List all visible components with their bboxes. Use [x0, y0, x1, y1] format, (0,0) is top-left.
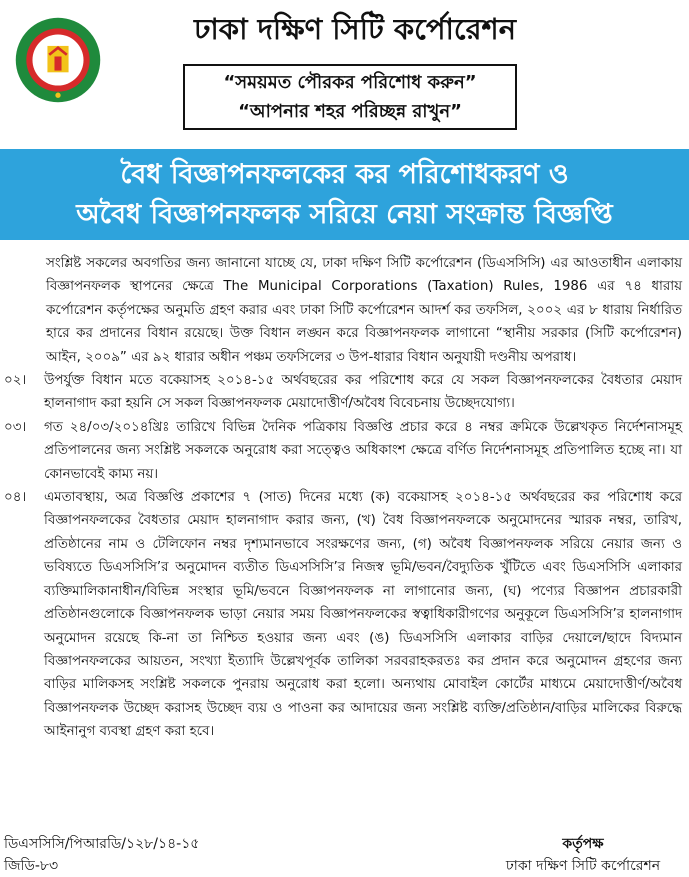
notice-body	[4, 252, 682, 744]
notice-title-line-1: বৈধ বিজ্ঞাপনফলকের কর পরিশোধকরণ ও	[120, 159, 569, 190]
item-text: উপর্যুক্ত বিধান মতে বকেয়াসহ ২০১৪-১৫ অর্থবছরের কর পরিশোধ করে যে সকল বিজ্ঞাপনফলকের বৈধতার মেয়াদ হালনাগাদ করা হয়নি সে সকল বিজ্ঞাপনফলক মেয়াদোত্তীর্ণ/অবৈধ বিবেচনায় উচ্ছেদযোগ্য।	[44, 373, 682, 412]
list-item	[4, 416, 682, 486]
item-number: ০৪।	[4, 490, 27, 506]
item-number: ০২।	[4, 373, 27, 389]
slogan-pay-tax: “সময়মত পৌরকর পরিশোধ করুন”	[223, 72, 477, 93]
list-item	[4, 369, 682, 416]
list-item	[4, 486, 682, 743]
item-number: ০৩।	[4, 419, 27, 435]
gd-number: জিডি-৮৩	[4, 858, 59, 874]
item-text: এমতাবস্থায়, অত্র বিজ্ঞপ্তি প্রকাশের ৭ (সাত) দিনের মধ্যে (ক) বকেয়াসহ ২০১৪-১৫ অর্থবছরের কর পরিশোধ করে বিজ্ঞাপনফলকের বৈধতার মেয়াদ হালনাগাদ করার জন্য, (খ) বৈধ বিজ্ঞাপনফলকে অনুমোদনের স্মারক নম্বর, তারিখ, প্রতিষ্ঠানের নাম ও টেলিফোন নম্বর দৃশ্যমানভাবে সংরক্ষণের জন্য, (গ) অবৈধ বিজ্ঞাপনফলক সরিয়ে নেয়ার জন্য ও ভবিষ্যতে ডিএসসিসি’র অনুমোদন ব্যতীত ডিএসসিসি’র নিজস্ব ভূমি/ভবন/বৈদ্যুতিক খুঁটিতে এবং ডিএসসিসি এলাকার ব্যক্তিমালিকানাধীন/বিভিন্ন সংস্থার ভূমি/ভবনে বিজ্ঞাপনফলক না লাগানোর জন্য, (ঘ) পণ্যের বিজ্ঞাপন প্রচারকারী প্রতিষ্ঠানগুলোকে বিজ্ঞাপনফলক ভাড়া নেয়ার সময় বিজ্ঞাপনফলকের স্বত্বাধিকারীগণের অনুকূলে ডিএসসিসি’র হালনাগাদ অনুমোদন রয়েছে কি-না তা নিশ্চিত হওয়ার জন্য এবং (ঙ) ডিএসসিসি এলাকার বাড়ির দেয়ালে/ছাদে বিদ্যমান বিজ্ঞাপনফলকের আয়তন, সংখ্যা ইত্যাদি উল্লেখপূর্বক তালিকা সরবরাহকরতঃ কর প্রদান করে অনুমোদন গ্রহণের জন্য বাড়ির মালিকসহ সংশ্লিষ্ট সকলকে পুনরায় অনুরোধ করা হলো। অন্যথায় মোবাইল কোর্টের মাধ্যমে মেয়াদোত্তীর্ণ/অবৈধ বিজ্ঞাপনফলক উচ্ছেদ করাসহ উচ্ছেদ ব্যয় ও পাওনা কর আদায়ের জন্য সংশ্লিষ্ট ব্যক্তি/প্রতিষ্ঠান/বাড়ির মালিকের বিরুদ্ধে আইনানুগ ব্যবস্থা গ্রহণ করা হবে।	[44, 490, 682, 740]
slogan-box	[183, 64, 517, 130]
memo-number: ডিএসসিসি/পিআরডি/১২৮/১৪-১৫	[4, 836, 200, 852]
slogan-clean-city: “আপনার শহর পরিচ্ছন্ন রাখুন”	[238, 101, 462, 122]
item-text: গত ২৪/০৩/২০১৪খ্রিঃ তারিখে বিভিন্ন দৈনিক পত্রিকায় বিজ্ঞপ্তি প্রচার করে ৪ নম্বর ক্রমিকে উল্লেখকৃত নির্দেশনাসমূহ প্রতিপালনের জন্য সংশ্লিষ্ট সকলকে অনুরোধ করা সত্ত্বেও অধিকাংশ ক্ষেত্রে বর্ণিত নির্দেশনাসমূহ প্রতিপালিত হচ্ছে না। যা কোনভাবেই কাম্য নয়।	[44, 419, 682, 482]
intro-paragraph: সংশ্লিষ্ট সকলের অবগতির জন্য জানানো যাচ্ছে যে, ঢাকা দক্ষিণ সিটি কর্পোরেশন (ডিএসসিসি) এর আওতাধীন এলাকায় বিজ্ঞাপনফলক স্থাপনের ক্ষেত্রে The Municipal Corporations (Taxation) Rules, 1986 এর ৭৪ ধারায় কর্পোরেশন কর্তৃপক্ষের অনুমতি গ্রহণ করার এবং ঢাকা সিটি কর্পোরেশন আদর্শ কর তফসিল, ২০০২ এর ৮ ধারায় নির্ধারিত হারে কর প্রদানের বিধান রয়েছে। উক্ত বিধান লঙ্ঘন করে বিজ্ঞাপনফলক লাগানো “স্থানীয় সরকার (সিটি কর্পোরেশন) আইন, ২০০৯” এর ৯২ ধারার অধীন পঞ্চম তফসিলের ৩ উপ-ধারার বিধান অনুযায়ী দণ্ডনীয় অপরাধ।	[46, 256, 682, 365]
authority-organization: ঢাকা দক্ষিণ সিটি কর্পোরেশন	[505, 858, 661, 874]
organization-name: ঢাকা দক্ষিণ সিটি কর্পোরেশন	[193, 12, 517, 46]
notice-title-line-2: অবৈধ বিজ্ঞাপনফলক সরিয়ে নেয়া সংক্রান্ত বিজ্ঞপ্তি	[76, 199, 613, 230]
issuing-authority	[483, 833, 683, 877]
dscc-logo	[14, 16, 102, 104]
memo-reference	[4, 833, 199, 877]
authority-title: কর্তৃপক্ষ	[562, 836, 604, 852]
notice-title-banner	[0, 149, 689, 240]
